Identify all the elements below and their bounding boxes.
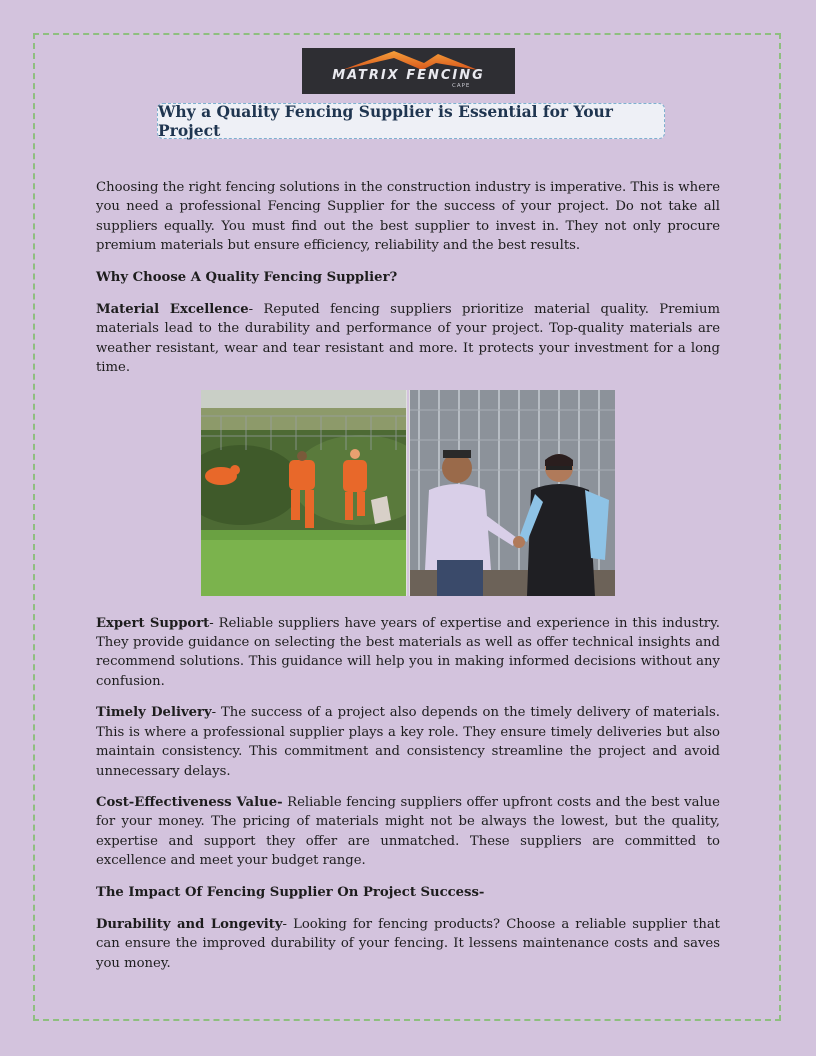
section-heading-why-choose: Why Choose A Quality Fencing Supplier? xyxy=(96,269,398,285)
material-text: - Reputed fencing suppliers prioritize material quality. Premium materials lead to the durability and performance of your project. Top-quality materials are weather resistant, wear and tear resistant and more. It protects your investment for a long time. xyxy=(96,302,721,376)
cost-text: Reliable fencing suppliers offer upfront costs and the best value for your money. The pricing of materials might not be always the lowest, but the quality, expertise and support they offer are unmatched. These suppliers are committed to excellence and meet your budget range. xyxy=(96,794,720,869)
title-box xyxy=(157,103,665,139)
timely-text: - The success of a project also depends on the timely delivery of materials. This is where a professional supplier plays a key role. They ensure timely deliveries but also maintain consistency. This commitment and consistency streamline the project and avoid unnecessary delays. xyxy=(96,705,720,779)
expert-label: Expert Support xyxy=(96,615,210,631)
timely-paragraph xyxy=(96,703,720,781)
intro-paragraph: Choosing the right fencing solutions in the construction industry is imperative. This is where you need a professional Fencing Supplier for the success of your project. Do not take all suppliers equally. You must find out the best supplier to invest in. They not only procure premium materials but ensure efficiency, reliability and the best results. xyxy=(96,180,720,254)
durability-label: Durability and Longevity xyxy=(96,916,283,932)
material-label: Material Excellence xyxy=(96,302,249,318)
durability-text: - Looking for fencing products? Choose a reliable supplier that can ensure the improved durability of your fencing. It lessens maintenance costs and saves you money. xyxy=(96,916,720,971)
durability-paragraph xyxy=(96,915,720,973)
matrix-fencing-logo xyxy=(302,48,515,94)
workers-photo xyxy=(201,390,407,596)
logo-brand-text: MATRIX FENCING xyxy=(332,68,485,83)
photo-strip xyxy=(201,390,615,596)
expert-text: - Reliable suppliers have years of expertise and experience in this industry. They provide guidance on selecting the best materials as well as offer technical insights and recommend solutions. This guidance will help you in making informed decisions without any confusion. xyxy=(96,615,720,689)
cost-label: Cost-Effectiveness Value- xyxy=(96,794,283,810)
cost-paragraph xyxy=(96,793,720,871)
timely-label: Timely Delivery xyxy=(96,705,212,721)
logo-sub-text: CAPE xyxy=(452,83,471,89)
expert-paragraph xyxy=(96,614,720,692)
handshake-photo xyxy=(409,390,615,596)
material-paragraph xyxy=(96,300,720,378)
page-title: Why a Quality Fencing Supplier is Essential for Your Project xyxy=(158,102,613,140)
section-heading-impact: The Impact Of Fencing Supplier On Project Success- xyxy=(96,884,485,900)
article-body xyxy=(96,178,720,985)
